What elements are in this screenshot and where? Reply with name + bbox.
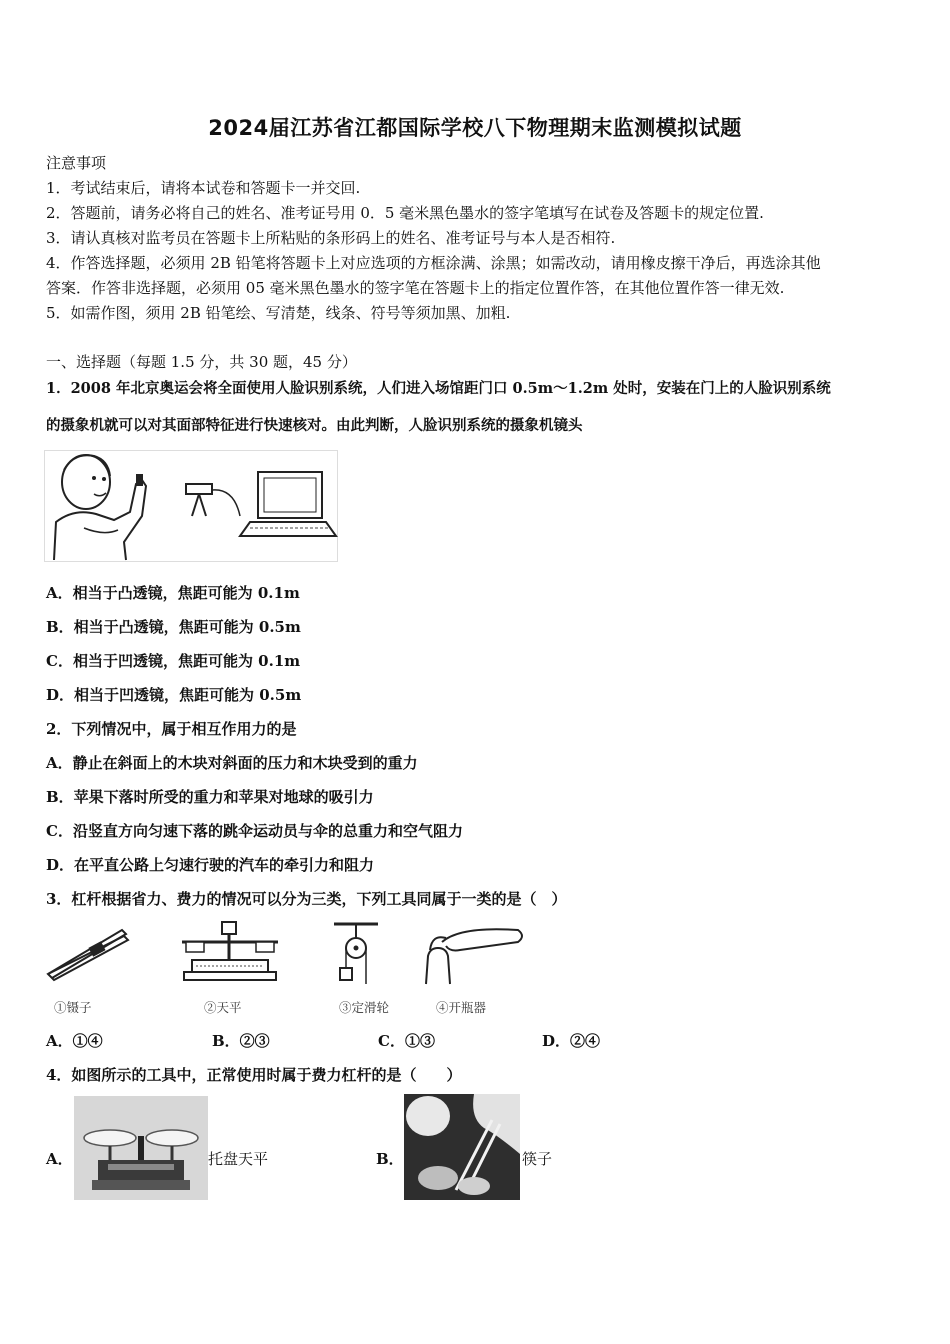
question-1-option-c[interactable]: C．相当于凹透镜，焦距可能为 0.1m xyxy=(46,652,301,670)
notice-item: 答案．作答非选择题，必须用 05 毫米黑色墨水的签字笔在答题卡上的指定位置作答，在其他位置作答一律无效. xyxy=(46,279,785,297)
face-recognition-figure xyxy=(44,450,338,562)
notice-item: 4．作答选择题，必须用 2B 铅笔将答题卡上对应选项的方框涂满、涂黑；如需改动，请用橡皮擦干净后，再选涂其他 xyxy=(46,254,821,272)
notice-heading: 注意事项 xyxy=(46,154,107,172)
question-1-stem: 1．2008 年北京奥运会将全面使用人脸识别系统，人们进入场馆距门口 0.5m～1.2m 处时，安装在门上的人脸识别系统 xyxy=(46,380,831,397)
notice-item: 2．答题前，请务必将自己的姓名、准考证号用 0．5 毫米黑色墨水的签字笔填写在试卷及答题卡的规定位置. xyxy=(46,204,764,222)
chopsticks-label: 筷子 xyxy=(522,1150,553,1168)
bottle-opener-figure xyxy=(420,920,526,986)
question-2-option-d[interactable]: D．在平直公路上匀速行驶的汽车的牵引力和阻力 xyxy=(46,856,375,874)
notice-item: 5．如需作图，须用 2B 铅笔绘、写清楚，线条、符号等须加黑、加粗. xyxy=(46,304,511,322)
balance-caption: ②天平 xyxy=(204,1000,242,1015)
question-3-stem: 3．杠杆根据省力、费力的情况可以分为三类，下列工具同属于一类的是（ ） xyxy=(46,890,567,908)
notice-item: 1．考试结束后，请将本试卷和答题卡一并交回. xyxy=(46,179,361,197)
question-2-stem: 2．下列情况中，属于相互作用力的是 xyxy=(46,720,297,738)
page-title: 2024届江苏省江都国际学校八下物理期末监测模拟试题 xyxy=(208,116,742,140)
question-3-option-d[interactable]: D．②④ xyxy=(542,1032,601,1050)
question-1-option-d[interactable]: D．相当于凹透镜，焦距可能为 0.5m xyxy=(46,686,302,704)
question-1-option-b[interactable]: B．相当于凸透镜，焦距可能为 0.5m xyxy=(46,618,301,636)
question-2-option-c[interactable]: C．沿竖直方向匀速下落的跳伞运动员与伞的总重力和空气阻力 xyxy=(46,822,463,840)
section-heading: 一、选择题（每题 1.5 分，共 30 题，45 分） xyxy=(46,353,357,371)
chopsticks-photo xyxy=(404,1094,520,1200)
tweezers-caption: ①镊子 xyxy=(54,1000,92,1015)
question-4-option-a[interactable]: A． xyxy=(46,1150,73,1168)
question-3-option-c[interactable]: C．①③ xyxy=(378,1032,435,1050)
question-3-option-a[interactable]: A．①④ xyxy=(46,1032,103,1050)
question-2-option-a[interactable]: A．静止在斜面上的木块对斜面的压力和木块受到的重力 xyxy=(46,754,418,772)
balance-figure xyxy=(178,920,284,986)
tweezers-figure xyxy=(44,922,130,984)
notice-item: 3．请认真核对监考员在答题卡上所粘贴的条形码上的姓名、准考证号与本人是否相符. xyxy=(46,229,616,247)
bottle-opener-caption: ④开瓶器 xyxy=(436,1000,487,1015)
question-4-option-b[interactable]: B． xyxy=(376,1150,404,1168)
question-1-stem: 的摄象机就可以对其面部特征进行快速核对。由此判断，人脸识别系统的摄象机镜头 xyxy=(46,417,583,434)
fixed-pulley-caption: ③定滑轮 xyxy=(339,1000,390,1015)
question-1-option-a[interactable]: A．相当于凸透镜，焦距可能为 0.1m xyxy=(46,584,300,602)
tray-balance-photo xyxy=(74,1096,208,1200)
question-2-option-b[interactable]: B．苹果下落时所受的重力和苹果对地球的吸引力 xyxy=(46,788,374,806)
question-4-stem: 4．如图所示的工具中，正常使用时属于费力杠杆的是（ ） xyxy=(46,1066,462,1084)
question-3-option-b[interactable]: B．②③ xyxy=(212,1032,270,1050)
fixed-pulley-figure xyxy=(332,920,380,988)
tray-balance-label: 托盘天平 xyxy=(208,1150,269,1168)
